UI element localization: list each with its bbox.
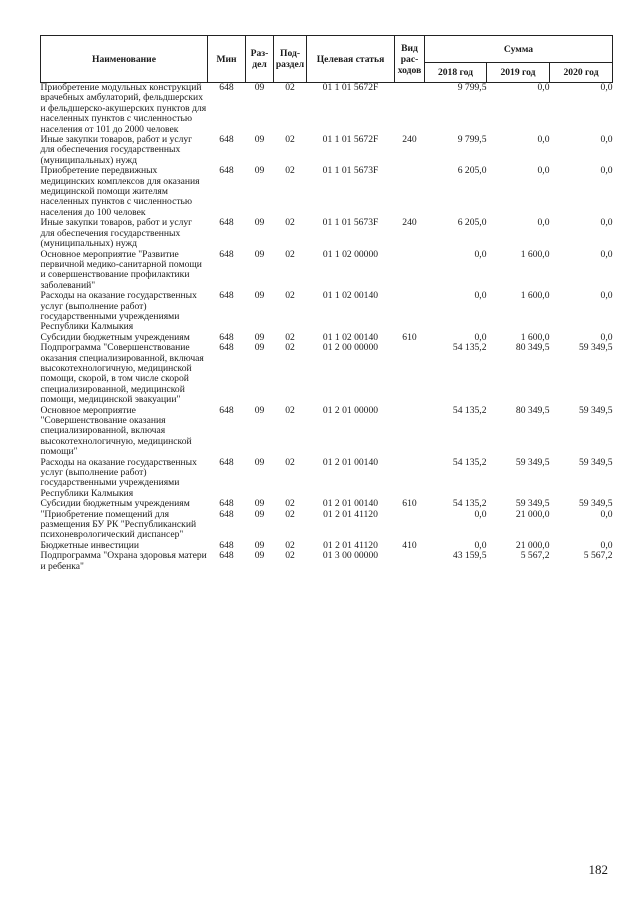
row-vid	[395, 551, 425, 572]
header-2020: 2020 год	[550, 63, 613, 83]
row-sum-2019: 80 349,5	[515, 342, 550, 354]
row-sum-2019: 0,0	[537, 165, 550, 177]
row-name: Иные закупки товаров, работ и услуг для обеспечения государственных (муниципальных) нужд	[40, 217, 193, 250]
table-body	[41, 83, 613, 573]
row-razdel: 09	[254, 456, 265, 468]
row-vid: 240	[402, 217, 417, 229]
header-sum: Сумма	[425, 36, 613, 63]
header-2019: 2019 год	[487, 63, 550, 83]
row-sum-2018: 0,0	[474, 290, 487, 302]
row-sum-2018: 43 159,5	[452, 550, 487, 562]
row-target: 01 1 01 5673F	[322, 217, 379, 229]
row-razdel: 09	[254, 404, 265, 416]
row-min: 648	[219, 456, 234, 468]
row-sum-2019: 0,0	[537, 217, 550, 229]
row-sum-2020: 0,0	[600, 539, 613, 551]
row-name: Приобретение передвижных медицинских комплексов для оказания медицинской помощи жителям населенных пунктов с численностью населения до 100 человек	[40, 165, 200, 218]
row-sum-2018: 54 135,2	[452, 404, 487, 416]
table-row	[41, 343, 613, 405]
row-name: Субсидии бюджетным учреждениям	[40, 498, 190, 510]
row-sum-2020: 0,0	[600, 134, 613, 146]
row-sum-2019: 59 349,5	[515, 498, 550, 510]
row-sum-2018: 0,0	[474, 539, 487, 551]
row-sum-2019: 21 000,0	[515, 508, 550, 520]
row-min: 648	[219, 550, 234, 562]
row-sum-2018: 6 205,0	[457, 217, 487, 229]
row-name: Расходы на оказание государственных услуг (выполнение работ) государственными учреждениями Республики Калмыкия	[40, 290, 197, 333]
header-razdel: Раз- дел	[246, 36, 274, 83]
row-vid: 610	[402, 331, 417, 343]
row-target: 01 2 00 00000	[322, 342, 379, 354]
header-2018: 2018 год	[425, 63, 487, 83]
row-podrazdel: 02	[285, 404, 295, 416]
row-podrazdel: 02	[285, 248, 295, 260]
row-sum-2020: 0,0	[600, 82, 613, 93]
row-podrazdel: 02	[285, 290, 295, 302]
row-name: Приобретение модульных конструкций врачебных амбулаторий, фельдшерских и фельдшерско-акушерских пунктов для населенных пунктов с численностью населения от 101 до 2000 человек	[40, 82, 207, 135]
row-name: Субсидии бюджетным учреждениям	[40, 331, 190, 343]
header-podrazdel: Под- раздел	[274, 36, 307, 83]
row-sum-2019: 80 349,5	[515, 404, 550, 416]
row-razdel: 09	[254, 165, 265, 177]
row-sum-2018: 54 135,2	[452, 456, 487, 468]
table-row	[41, 250, 613, 292]
row-razdel: 09	[254, 82, 265, 93]
row-sum-2020: 0,0	[600, 248, 613, 260]
row-razdel: 09	[254, 290, 265, 302]
row-min: 648	[219, 342, 234, 354]
row-vid	[395, 291, 425, 333]
row-sum-2020: 0,0	[600, 508, 613, 520]
row-min: 648	[219, 134, 234, 146]
row-vid	[395, 406, 425, 458]
row-razdel: 09	[254, 248, 265, 260]
row-min: 648	[219, 331, 234, 343]
row-razdel: 09	[254, 331, 265, 343]
row-sum-2018: 54 135,2	[452, 498, 487, 510]
table-row	[41, 83, 613, 136]
row-target: 01 2 01 41120	[323, 539, 378, 551]
row-min: 648	[219, 539, 234, 551]
table-row	[41, 551, 613, 572]
row-name: Подпрограмма "Охрана здоровья матери и ребенка"	[40, 550, 207, 572]
row-target: 01 1 02 00140	[322, 290, 379, 302]
row-podrazdel: 02	[285, 550, 295, 562]
row-min: 648	[219, 82, 234, 93]
row-sum-2019: 1 600,0	[520, 331, 550, 343]
row-sum-2018: 0,0	[474, 508, 487, 520]
table-row	[41, 510, 613, 541]
row-sum-2020: 5 567,2	[583, 550, 613, 562]
row-podrazdel: 02	[285, 165, 295, 177]
header-name: Наименование	[41, 36, 208, 83]
row-podrazdel: 02	[285, 508, 295, 520]
row-razdel: 09	[254, 342, 265, 354]
row-target: 01 1 01 5672F	[322, 134, 379, 146]
row-vid	[395, 343, 425, 405]
row-razdel: 09	[254, 498, 265, 510]
row-sum-2018: 54 135,2	[452, 342, 487, 354]
row-sum-2020: 0,0	[600, 331, 613, 343]
row-sum-2018: 6 205,0	[457, 165, 487, 177]
row-sum-2018: 0,0	[474, 331, 487, 343]
row-min: 648	[219, 248, 234, 260]
header-target: Целевая статья	[307, 36, 395, 83]
row-sum-2018: 9 799,5	[457, 82, 487, 93]
row-target: 01 1 01 5672F	[322, 82, 379, 93]
table-row	[41, 406, 613, 458]
row-name: "Приобретение помещений для размещения БУ РК "Республиканский психоневрологический диспансер"	[40, 508, 197, 541]
row-min: 648	[219, 290, 234, 302]
row-target: 01 1 02 00000	[322, 248, 379, 260]
row-sum-2018: 0,0	[474, 248, 487, 260]
row-podrazdel: 02	[285, 539, 295, 551]
row-sum-2020: 0,0	[600, 290, 613, 302]
row-sum-2019: 5 567,2	[520, 550, 550, 562]
header-min: Мин	[208, 36, 246, 83]
row-razdel: 09	[254, 539, 265, 551]
row-podrazdel: 02	[285, 134, 295, 146]
row-vid	[395, 458, 425, 500]
row-min: 648	[219, 165, 234, 177]
row-sum-2019: 21 000,0	[515, 539, 550, 551]
row-sum-2019: 1 600,0	[520, 290, 550, 302]
row-vid: 610	[402, 498, 417, 510]
row-sum-2020: 0,0	[600, 217, 613, 229]
row-razdel: 09	[254, 508, 265, 520]
row-podrazdel: 02	[285, 456, 295, 468]
header-vid: Вид рас- ходов	[395, 36, 425, 83]
row-podrazdel: 02	[285, 331, 295, 343]
row-podrazdel: 02	[285, 82, 295, 93]
row-podrazdel: 02	[285, 342, 295, 354]
row-vid	[395, 83, 425, 136]
row-vid	[395, 510, 425, 541]
table-row	[41, 218, 613, 249]
page-number: 182	[588, 862, 608, 877]
row-target: 01 1 02 00140	[322, 331, 379, 343]
row-sum-2019: 0,0	[537, 134, 550, 146]
row-sum-2020: 59 349,5	[578, 498, 613, 510]
row-vid	[395, 166, 425, 218]
row-name: Расходы на оказание государственных услуг (выполнение работ) государственными учреждениями Республики Калмыкия	[40, 456, 197, 499]
row-target: 01 2 01 00140	[322, 498, 379, 510]
row-min: 648	[219, 508, 234, 520]
row-razdel: 09	[254, 134, 265, 146]
row-sum-2019: 0,0	[537, 82, 550, 93]
row-min: 648	[219, 498, 234, 510]
row-name: Бюджетные инвестиции	[40, 539, 139, 551]
row-name: Основное мероприятие "Совершенствование оказания специализированной, включая высокотехнологичную, медицинской помощи"	[40, 404, 192, 458]
table-row	[41, 291, 613, 333]
row-sum-2019: 59 349,5	[515, 456, 550, 468]
row-sum-2018: 9 799,5	[457, 134, 487, 146]
row-razdel: 09	[254, 550, 265, 562]
table-row	[41, 166, 613, 218]
row-min: 648	[219, 217, 234, 229]
row-podrazdel: 02	[285, 217, 295, 229]
row-min: 648	[219, 404, 234, 416]
row-name: Основное мероприятие "Развитие первичной медико-санитарной помощи и совершенствование профилактики заболеваний"	[40, 248, 202, 291]
row-vid: 240	[402, 134, 417, 146]
row-vid	[395, 250, 425, 292]
row-target: 01 3 00 00000	[322, 550, 379, 562]
row-sum-2020: 59 349,5	[578, 456, 613, 468]
budget-table	[40, 35, 613, 572]
row-target: 01 2 01 41120	[323, 508, 378, 520]
row-target: 01 2 01 00140	[322, 456, 379, 468]
row-razdel: 09	[254, 217, 265, 229]
row-sum-2020: 59 349,5	[578, 404, 613, 416]
table-row	[41, 135, 613, 166]
row-target: 01 1 01 5673F	[322, 165, 379, 177]
row-podrazdel: 02	[285, 498, 295, 510]
row-name: Подпрограмма "Совершенствование оказания специализированной, включая высокотехнологичную, медицинской помощи, скорой, в том числе скорой специализированной, медицинской помощи, медицинской эвакуации"	[40, 342, 204, 406]
row-vid: 410	[402, 539, 417, 551]
row-sum-2019: 1 600,0	[520, 248, 550, 260]
row-target: 01 2 01 00000	[322, 404, 379, 416]
row-sum-2020: 0,0	[600, 165, 613, 177]
row-name: Иные закупки товаров, работ и услуг для обеспечения государственных (муниципальных) нужд	[40, 134, 193, 166]
row-sum-2020: 59 349,5	[578, 342, 613, 354]
table-row	[41, 458, 613, 500]
